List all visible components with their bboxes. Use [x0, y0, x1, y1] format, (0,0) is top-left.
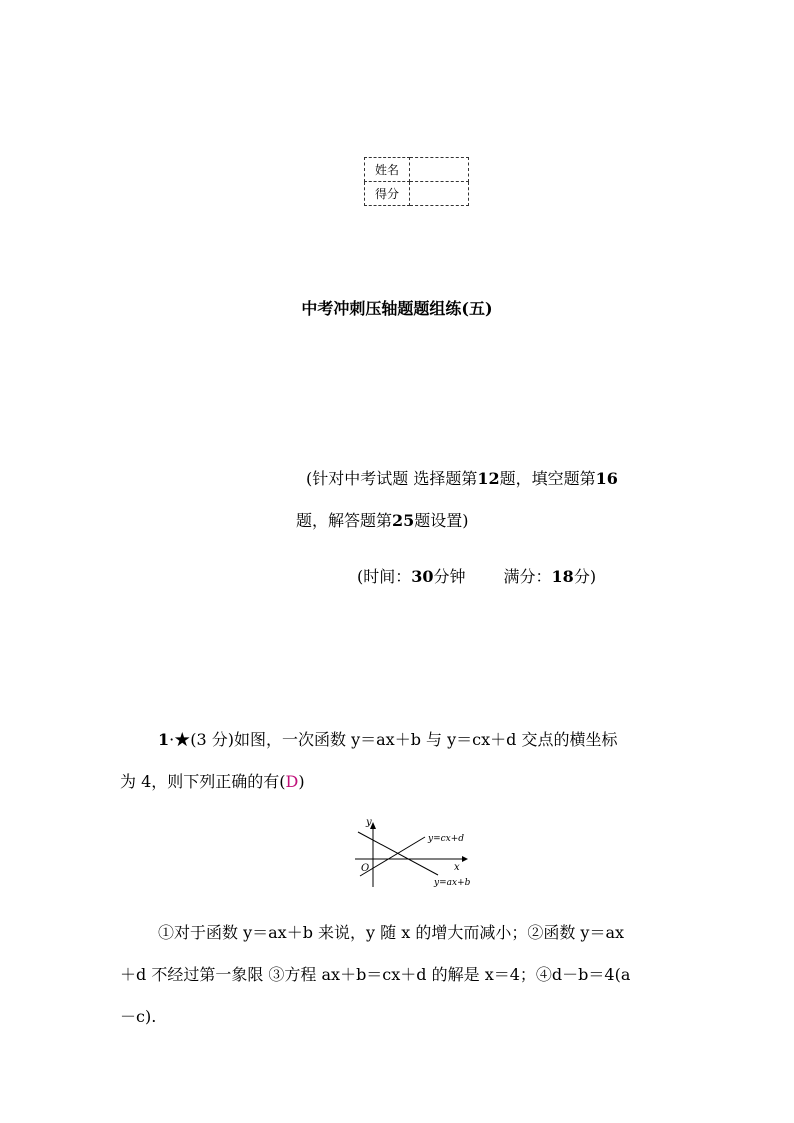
score-label: 得分 — [365, 182, 410, 206]
name-field[interactable] — [410, 158, 469, 182]
origin-label: O — [361, 863, 370, 874]
time-info: (时间：30分钟 满分：18分) — [357, 567, 597, 586]
question-points: (3 分) — [190, 730, 234, 749]
name-score-box — [364, 157, 469, 206]
statement-line-1: ①对于函数 y＝ax＋b 来说，y 随 x 的增大而减小；②函数 y＝ax — [158, 923, 625, 942]
subtitle-line-1: (针对中考试题 选择题第12题，填空题第16 — [306, 469, 618, 488]
statement-line-2: ＋d 不经过第一象限 ③方程 ax＋b＝cx＋d 的解是 x＝4；④d－b＝4(a — [120, 965, 631, 984]
line-ax-plus-b — [358, 832, 438, 875]
line-cx-plus-d-label: y=cx+d — [428, 834, 465, 844]
star-marker: ·★ — [169, 730, 191, 749]
subtitle-line-2: 题，解答题第25题设置) — [296, 511, 469, 530]
line-ax-plus-b-label: y=ax+b — [434, 878, 471, 888]
name-label: 姓名 — [365, 158, 410, 182]
x-axis-arrow-icon — [462, 856, 468, 862]
question-number: 1 — [158, 730, 170, 749]
question-1-line-2: 为 4，则下列正确的有(D) — [120, 772, 305, 791]
x-axis-label: x — [454, 862, 460, 873]
score-field[interactable] — [410, 182, 469, 206]
y-axis-label: y — [366, 817, 372, 828]
line-cx-plus-d — [360, 837, 425, 876]
question-1-line-1: 1·★(3 分)如图，一次函数 y＝ax＋b 与 y＝cx＋d 交点的横坐标 — [158, 730, 618, 749]
function-graph — [350, 813, 480, 893]
page-title: 中考冲刺压轴题题组练(五) — [301, 299, 493, 318]
statement-line-3: －c). — [120, 1007, 157, 1026]
answer-choice: D — [285, 772, 299, 791]
